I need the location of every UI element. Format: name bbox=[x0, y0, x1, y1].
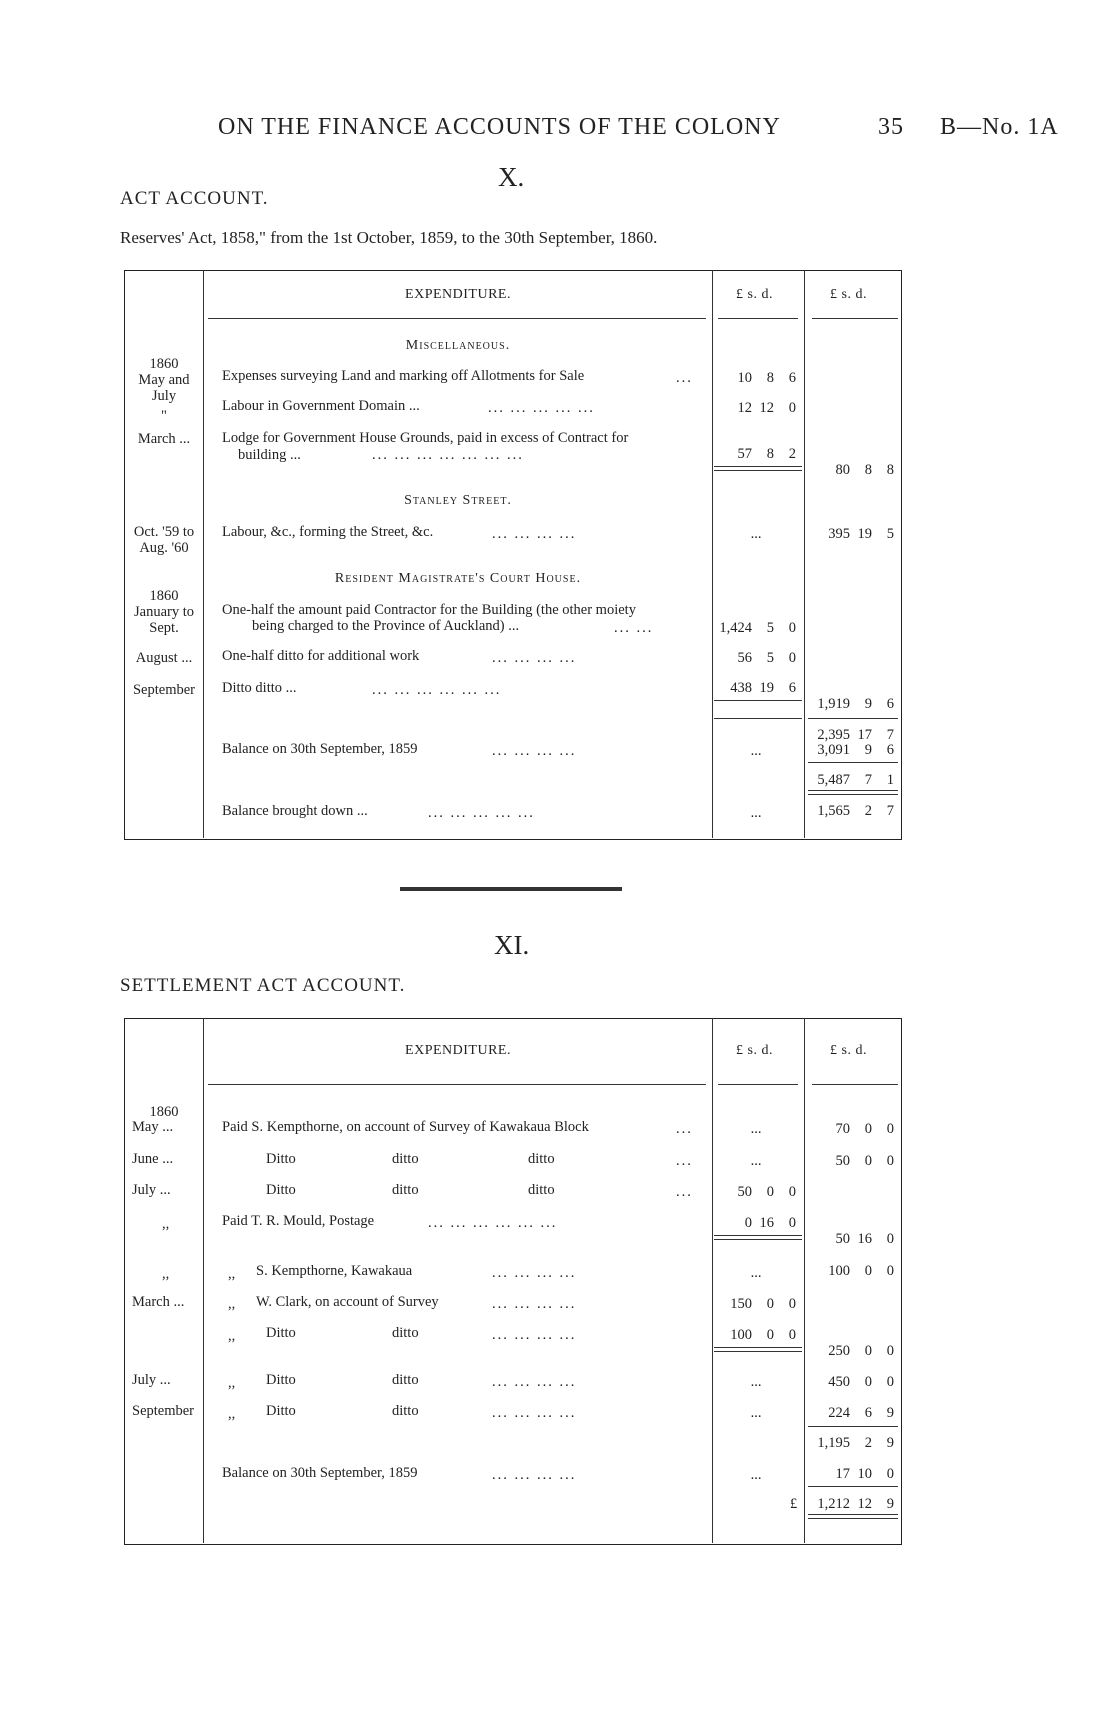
ditto-mark: ditto bbox=[528, 1182, 555, 1198]
brought-down-pounds: 1,565 bbox=[817, 803, 850, 819]
col1-currency-header: £ s. d. bbox=[736, 287, 773, 302]
total-pounds: 50 bbox=[835, 1153, 850, 1169]
leader-dots: ... ... ... ... bbox=[492, 1327, 577, 1343]
paper-reference: B—No. 1A bbox=[940, 114, 1059, 140]
grand-total-pence: 9 bbox=[886, 1496, 894, 1512]
row-date: May ... bbox=[132, 1119, 174, 1135]
leader-dots: ... ... ... ... ... bbox=[428, 805, 535, 821]
header-rule bbox=[812, 318, 898, 319]
amount-pounds: 50 bbox=[737, 1184, 752, 1200]
amount-pounds: 12 bbox=[737, 400, 752, 416]
leader-dots: ... bbox=[676, 370, 693, 386]
row-description: Ditto bbox=[266, 1372, 296, 1388]
column-divider bbox=[712, 1018, 713, 1543]
section-x-title: ACT ACCOUNT. bbox=[120, 188, 269, 209]
header-rule bbox=[208, 318, 706, 319]
column-divider bbox=[712, 270, 713, 838]
amount-shillings: 5 bbox=[766, 620, 774, 636]
expenditure-header: EXPENDITURE. bbox=[405, 1043, 511, 1058]
col2-currency-header: £ s. d. bbox=[830, 287, 867, 302]
row-date: " bbox=[161, 408, 167, 424]
ditto-mark: ditto bbox=[392, 1372, 419, 1388]
total-shillings: 0 bbox=[864, 1121, 872, 1137]
ditto-prefix: ,, bbox=[228, 1266, 236, 1282]
ditto-mark: ditto bbox=[392, 1403, 419, 1419]
section-separator bbox=[400, 887, 622, 891]
amount-pence: 6 bbox=[788, 680, 796, 696]
amount-shillings: 0 bbox=[766, 1327, 774, 1343]
total-pence: 6 bbox=[886, 696, 894, 712]
balance-1859-shillings: 10 bbox=[857, 1466, 872, 1482]
row-description-continuation: being charged to the Province of Auckland) ... bbox=[252, 618, 520, 634]
leader-dots: ... ... ... ... bbox=[492, 1405, 577, 1421]
ditto-mark: ditto bbox=[392, 1325, 419, 1341]
ditto-prefix: ,, bbox=[228, 1296, 236, 1312]
row-description: Ditto bbox=[266, 1151, 296, 1167]
amount-shillings: 12 bbox=[759, 400, 774, 416]
leader-dots: ... ... ... ... ... ... bbox=[428, 1215, 558, 1231]
page-number: 35 bbox=[878, 114, 904, 140]
subtotal-pence: 7 bbox=[886, 727, 894, 743]
leader-dots: ... ... ... ... ... ... bbox=[372, 682, 502, 698]
amount-pounds: 0 bbox=[744, 1215, 752, 1231]
row-description: Labour, &c., forming the Street, &c. bbox=[222, 524, 434, 540]
amount-dots: ... bbox=[750, 1153, 762, 1169]
row-date: March ... bbox=[132, 1294, 185, 1310]
subtotal-pounds: 2,395 bbox=[817, 727, 850, 743]
amount-shillings: 19 bbox=[759, 680, 774, 696]
amount-pounds: 100 bbox=[730, 1327, 752, 1343]
amount-dots: ... bbox=[750, 1405, 762, 1421]
brought-down-label: Balance brought down ... bbox=[222, 803, 368, 819]
subtotal-rule bbox=[714, 466, 802, 471]
total-pence: 5 bbox=[886, 526, 894, 542]
amount-dots: ... bbox=[750, 1374, 762, 1390]
balance-1859-pounds: 17 bbox=[835, 1466, 850, 1482]
leader-dots: ... bbox=[676, 1153, 693, 1169]
row-date: September bbox=[132, 1403, 195, 1419]
amount-pounds: 56 bbox=[737, 650, 752, 666]
total-shillings: 0 bbox=[864, 1374, 872, 1390]
total-pounds: 100 bbox=[828, 1263, 850, 1279]
row-date: August ... bbox=[135, 650, 193, 666]
section-x-numeral: X. bbox=[498, 162, 525, 192]
row-date: September bbox=[132, 682, 195, 698]
row-description-continuation: building ... bbox=[238, 447, 301, 463]
total-shillings: 19 bbox=[857, 526, 872, 542]
total-pounds: 1,919 bbox=[817, 696, 850, 712]
row-description: One-half ditto for additional work bbox=[222, 648, 420, 664]
total-shillings: 0 bbox=[864, 1343, 872, 1359]
ditto-prefix: ,, bbox=[228, 1406, 236, 1422]
amount-dots: ... bbox=[750, 743, 762, 759]
balance-1859-label: Balance on 30th September, 1859 bbox=[222, 1465, 418, 1481]
column-divider bbox=[203, 270, 204, 838]
balance-1859-pounds: 3,091 bbox=[817, 742, 850, 758]
row-description: Ditto bbox=[266, 1182, 296, 1198]
section-xi-title: SETTLEMENT ACT ACCOUNT. bbox=[120, 975, 406, 996]
expenditure-header: EXPENDITURE. bbox=[405, 287, 511, 302]
row-description: One-half the amount paid Contractor for the Building (the other moiety bbox=[222, 602, 636, 618]
amount-shillings: 8 bbox=[766, 446, 774, 462]
total-pence: 0 bbox=[886, 1374, 894, 1390]
year-label: 1860 bbox=[149, 1104, 179, 1120]
amount-dots: ... bbox=[750, 1265, 762, 1281]
row-description: S. Kempthorne, Kawakaua bbox=[256, 1263, 413, 1279]
grand-total-pounds: 5,487 bbox=[817, 772, 850, 788]
section-xi-numeral: XI. bbox=[494, 930, 530, 960]
leader-dots: ... ... bbox=[614, 620, 654, 636]
ditto-mark: ditto bbox=[392, 1182, 419, 1198]
column-divider bbox=[203, 1018, 204, 1543]
ditto-mark: ditto bbox=[528, 1151, 555, 1167]
group-heading-stanley-street: Stanley Street. bbox=[404, 493, 512, 508]
amount-pence: 0 bbox=[788, 620, 796, 636]
row-description: Ditto ditto ... bbox=[222, 680, 297, 696]
total-shillings: 6 bbox=[864, 1405, 872, 1421]
ditto-prefix: ,, bbox=[228, 1375, 236, 1391]
row-description: Ditto bbox=[266, 1403, 296, 1419]
brought-down-shillings: 2 bbox=[864, 803, 872, 819]
amount-dots: ... bbox=[750, 1121, 762, 1137]
row-description: Ditto bbox=[266, 1325, 296, 1341]
rule bbox=[714, 718, 802, 719]
total-pounds: 395 bbox=[828, 526, 850, 542]
amount-shillings: 8 bbox=[766, 370, 774, 386]
rule bbox=[808, 762, 898, 763]
balance-1859-shillings: 9 bbox=[864, 742, 872, 758]
leader-dots: ... ... ... ... bbox=[492, 1467, 577, 1483]
rule bbox=[808, 718, 898, 719]
total-pounds: 70 bbox=[835, 1121, 850, 1137]
amount-pounds: 438 bbox=[730, 680, 752, 696]
row-description: Lodge for Government House Grounds, paid in excess of Contract for bbox=[222, 430, 629, 446]
row-date: July ... bbox=[132, 1182, 171, 1198]
header-rule bbox=[718, 318, 798, 319]
leader-dots: ... ... ... ... bbox=[492, 526, 577, 542]
row-date: ,, bbox=[162, 1266, 170, 1282]
amount-shillings: 16 bbox=[759, 1215, 774, 1231]
rule bbox=[808, 1426, 898, 1427]
subtotal-pence: 9 bbox=[886, 1435, 894, 1451]
row-date: ,, bbox=[162, 1216, 170, 1232]
leader-dots: ... ... ... ... bbox=[492, 650, 577, 666]
column-divider bbox=[804, 270, 805, 838]
total-shillings: 0 bbox=[864, 1263, 872, 1279]
header-rule bbox=[208, 1084, 706, 1085]
total-pounds: 80 bbox=[835, 462, 850, 478]
ditto-prefix: ,, bbox=[228, 1328, 236, 1344]
amount-pence: 0 bbox=[788, 1296, 796, 1312]
grand-total-shillings: 12 bbox=[857, 1496, 872, 1512]
leader-dots: ... ... ... ... ... ... ... bbox=[372, 447, 524, 463]
total-pence: 0 bbox=[886, 1121, 894, 1137]
group-heading-miscellaneous: Miscellaneous. bbox=[405, 338, 511, 353]
total-pence: 8 bbox=[886, 462, 894, 478]
total-pence: 0 bbox=[886, 1343, 894, 1359]
leader-dots: ... ... ... ... bbox=[492, 1374, 577, 1390]
total-shillings: 8 bbox=[864, 462, 872, 478]
row-date: March ... bbox=[137, 431, 191, 447]
total-shillings: 0 bbox=[864, 1153, 872, 1169]
amount-pence: 0 bbox=[788, 1327, 796, 1343]
leader-dots: ... ... ... ... bbox=[492, 1296, 577, 1312]
row-description: Labour in Government Domain ... bbox=[222, 398, 420, 414]
amount-pence: 0 bbox=[788, 400, 796, 416]
brought-down-pence: 7 bbox=[886, 803, 894, 819]
total-pence: 0 bbox=[886, 1263, 894, 1279]
grand-total-pounds: 1,212 bbox=[817, 1496, 850, 1512]
row-date: 1860 January to Sept. bbox=[134, 588, 194, 636]
subtotal-shillings: 2 bbox=[864, 1435, 872, 1451]
group-heading-court-house: Resident Magistrate's Court House. bbox=[334, 571, 582, 586]
amount-dots: ... bbox=[750, 1467, 762, 1483]
balance-1859-pence: 0 bbox=[886, 1466, 894, 1482]
amount-pence: 6 bbox=[788, 370, 796, 386]
row-date: July ... bbox=[132, 1372, 171, 1388]
leader-dots: ... ... ... ... bbox=[492, 1265, 577, 1281]
grand-total-shillings: 7 bbox=[864, 772, 872, 788]
amount-pence: 0 bbox=[788, 1184, 796, 1200]
subtotal-shillings: 17 bbox=[857, 727, 872, 743]
row-date: June ... bbox=[132, 1151, 174, 1167]
col1-currency-header: £ s. d. bbox=[736, 1043, 773, 1058]
amount-dots: ... bbox=[750, 526, 762, 542]
total-pence: 0 bbox=[886, 1231, 894, 1247]
total-pence: 0 bbox=[886, 1153, 894, 1169]
leader-dots: ... bbox=[676, 1184, 693, 1200]
leader-dots: ... ... ... ... bbox=[492, 743, 577, 759]
total-pounds: 450 bbox=[828, 1374, 850, 1390]
amount-pence: 2 bbox=[788, 446, 796, 462]
total-pounds: 250 bbox=[828, 1343, 850, 1359]
subtotal-rule bbox=[714, 700, 802, 701]
balance-1859-pence: 6 bbox=[886, 742, 894, 758]
amount-pounds: 150 bbox=[730, 1296, 752, 1312]
total-pounds: 224 bbox=[828, 1405, 850, 1421]
row-description: Expenses surveying Land and marking off Allotments for Sale bbox=[222, 368, 585, 384]
subtotal-rule bbox=[714, 1347, 802, 1352]
amount-dots: ... bbox=[750, 805, 762, 821]
header-rule bbox=[718, 1084, 798, 1085]
leader-dots: ... ... ... ... ... bbox=[488, 400, 595, 416]
double-rule bbox=[808, 790, 898, 795]
col2-currency-header: £ s. d. bbox=[830, 1043, 867, 1058]
header-rule bbox=[812, 1084, 898, 1085]
ditto-mark: ditto bbox=[392, 1151, 419, 1167]
amount-shillings: 0 bbox=[766, 1296, 774, 1312]
pound-symbol: £ bbox=[790, 1496, 798, 1512]
double-rule bbox=[808, 1514, 898, 1519]
amount-shillings: 5 bbox=[766, 650, 774, 666]
column-divider bbox=[804, 1018, 805, 1543]
row-date: Oct. '59 to Aug. '60 bbox=[133, 524, 195, 556]
leader-dots: ... bbox=[676, 1121, 693, 1137]
amount-pence: 0 bbox=[788, 650, 796, 666]
row-date: 1860 May and July bbox=[138, 356, 190, 404]
total-shillings: 16 bbox=[857, 1231, 872, 1247]
row-description: Paid T. R. Mould, Postage bbox=[222, 1213, 375, 1229]
total-pence: 9 bbox=[886, 1405, 894, 1421]
section-x-subtitle: Reserves' Act, 1858," from the 1st October, 1859, to the 30th September, 1860. bbox=[120, 228, 658, 247]
row-description: W. Clark, on account of Survey bbox=[256, 1294, 439, 1310]
amount-shillings: 0 bbox=[766, 1184, 774, 1200]
running-title: ON THE FINANCE ACCOUNTS OF THE COLONY bbox=[218, 114, 781, 140]
amount-pounds: 1,424 bbox=[719, 620, 752, 636]
subtotal-rule bbox=[714, 1235, 802, 1240]
subtotal-pounds: 1,195 bbox=[817, 1435, 850, 1451]
amount-pence: 0 bbox=[788, 1215, 796, 1231]
amount-pounds: 10 bbox=[737, 370, 752, 386]
total-pounds: 50 bbox=[835, 1231, 850, 1247]
rule bbox=[808, 1486, 898, 1487]
total-shillings: 9 bbox=[864, 696, 872, 712]
amount-pounds: 57 bbox=[737, 446, 752, 462]
row-description: Paid S. Kempthorne, on account of Survey of Kawakaua Block bbox=[222, 1119, 589, 1135]
grand-total-pence: 1 bbox=[886, 772, 894, 788]
balance-1859-label: Balance on 30th September, 1859 bbox=[222, 741, 418, 757]
